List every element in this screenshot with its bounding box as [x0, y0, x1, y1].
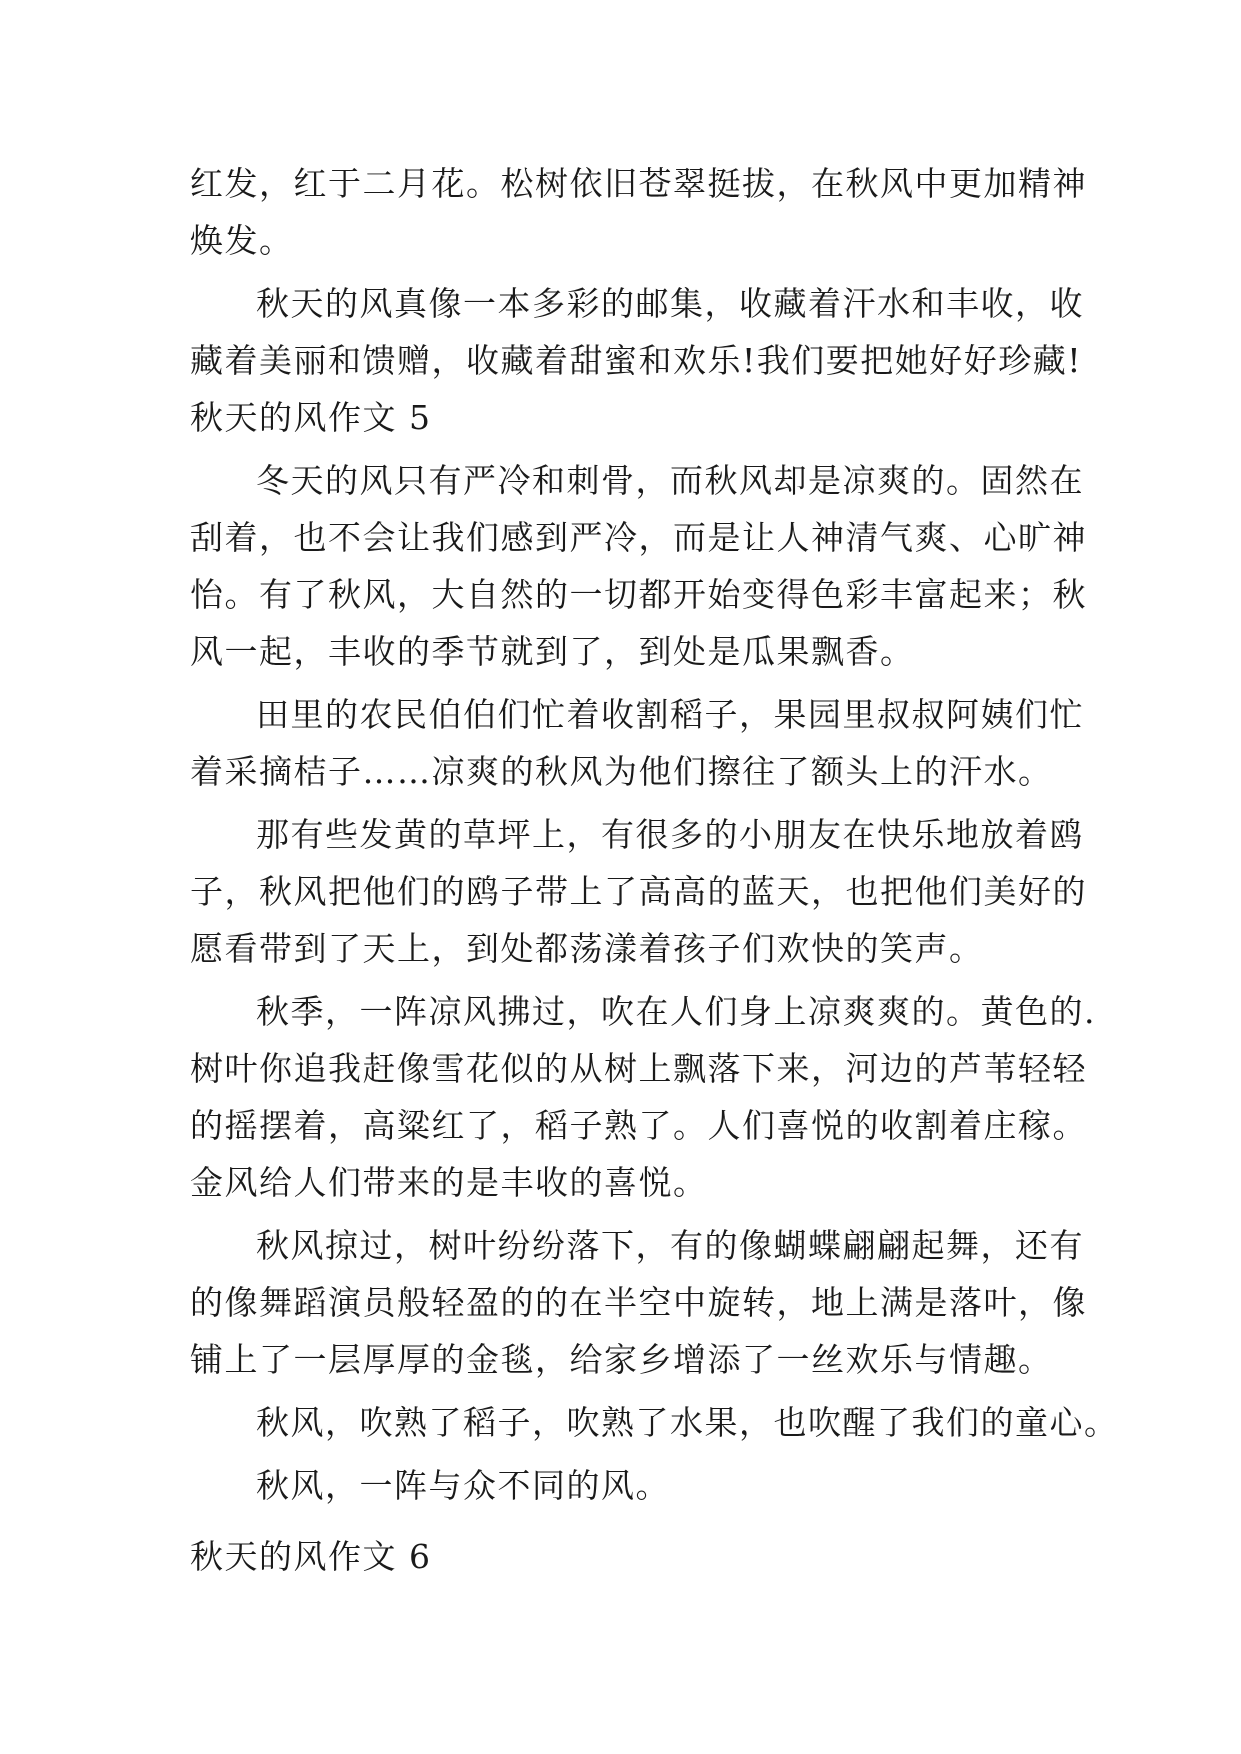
paragraph-line: 红发，红于二月花。松树依旧苍翠挺拔，在秋风中更加精神: [190, 164, 1087, 203]
paragraph-line: 藏着美丽和馈赠，收藏着甜蜜和欢乐!我们要把她好好珍藏!: [190, 341, 1083, 380]
paragraph-line: 金风给人们带来的是丰收的喜悦。: [190, 1163, 708, 1202]
paragraph-line: 怡。有了秋风，大自然的一切都开始变得色彩丰富起来；秋: [190, 575, 1087, 614]
section-heading: 秋天的风作文 5: [190, 398, 432, 437]
paragraph-line: 的像舞蹈演员般轻盈的的在半空中旋转，地上满是落叶，像: [190, 1283, 1087, 1322]
paragraph-line: 风一起，丰收的季节就到了，到处是瓜果飘香。: [190, 632, 915, 671]
paragraph-line: 田里的农民伯伯们忙着收割稻子，果园里叔叔阿姨们忙: [256, 695, 1084, 734]
paragraph-line: 秋季，一阵凉风拂过，吹在人们身上凉爽爽的。黄色的.: [256, 992, 1096, 1031]
paragraph-line: 秋风掠过，树叶纷纷落下，有的像蝴蝶翩翩起舞，还有: [256, 1226, 1084, 1265]
paragraph-line: 秋天的风真像一本多彩的邮集，收藏着汗水和丰收，收: [256, 284, 1084, 323]
paragraph-line: 秋风，吹熟了稻子，吹熟了水果，也吹醒了我们的童心。: [256, 1403, 1119, 1442]
paragraph-line: 着采摘桔子……凉爽的秋风为他们擦往了额头上的汗水。: [190, 752, 1053, 791]
paragraph-line: 子，秋风把他们的鸥子带上了高高的蓝天，也把他们美好的: [190, 872, 1087, 911]
paragraph-line: 那有些发黄的草坪上，有很多的小朋友在快乐地放着鸥: [256, 815, 1084, 854]
paragraph-line: 的摇摆着，高粱红了，稻子熟了。人们喜悦的收割着庄稼。: [190, 1106, 1087, 1145]
paragraph-line: 刮着，也不会让我们感到严冷，而是让人神清气爽、心旷神: [190, 518, 1087, 557]
paragraph-line: 愿看带到了天上，到处都荡漾着孩子们欢快的笑声。: [190, 929, 984, 968]
paragraph-line: 焕发。: [190, 221, 294, 260]
paragraph-line: 秋风，一阵与众不同的风。: [256, 1466, 670, 1505]
paragraph-line: 铺上了一层厚厚的金毯，给家乡增添了一丝欢乐与情趣。: [190, 1340, 1053, 1379]
section-heading: 秋天的风作文 6: [190, 1537, 432, 1576]
paragraph-line: 冬天的风只有严冷和刺骨，而秋风却是凉爽的。固然在: [256, 461, 1084, 500]
document-body: [190, 155, 1119, 1585]
paragraph-line: 树叶你追我赶像雪花似的从树上飘落下来，河边的芦苇轻轻: [190, 1049, 1087, 1088]
